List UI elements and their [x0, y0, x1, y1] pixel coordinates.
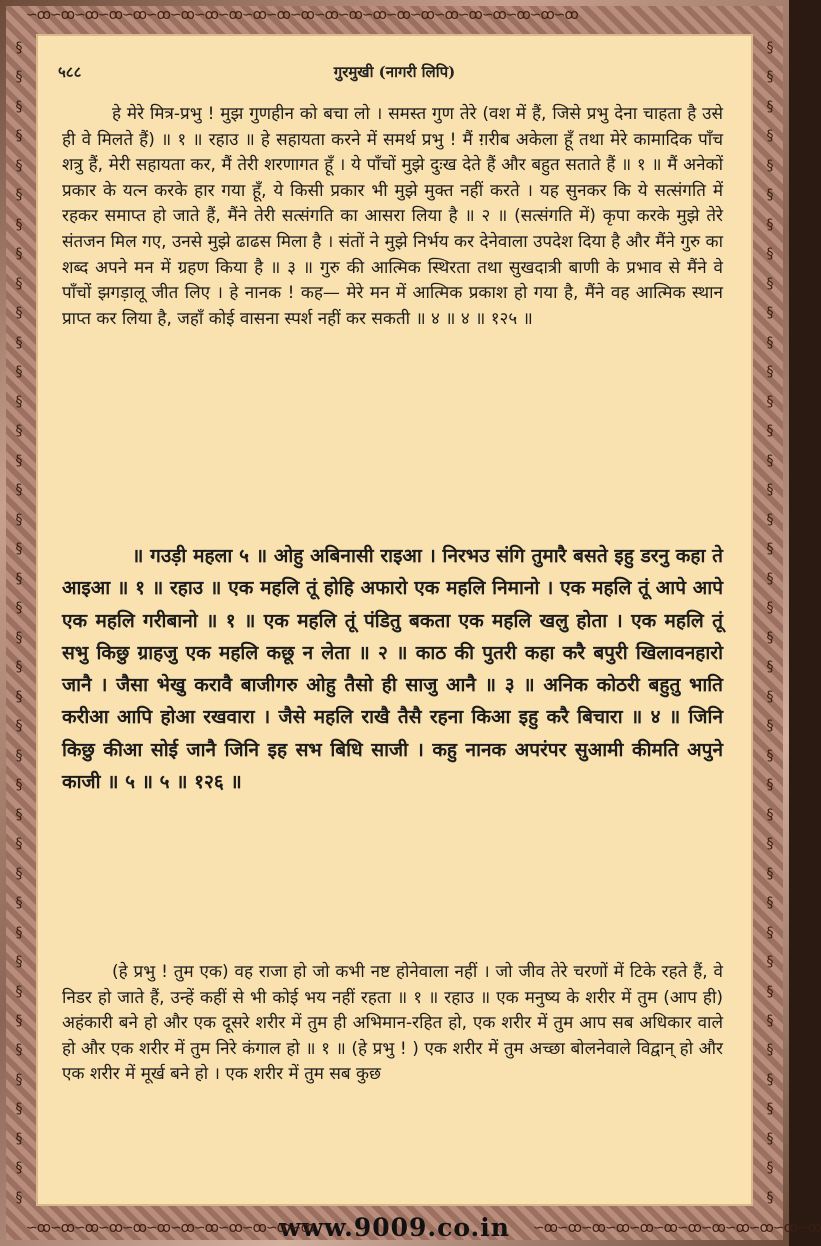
left-ornament-glyph: § — [15, 482, 23, 499]
left-ornament-glyph: § — [15, 954, 23, 971]
left-ornament-glyph: § — [15, 806, 23, 823]
left-ornament-glyph: § — [15, 364, 23, 381]
running-title: गुरमुखी (नागरी लिपि) — [333, 63, 456, 81]
right-ornament-glyph: § — [766, 747, 774, 764]
left-ornament-glyph: § — [15, 600, 23, 617]
right-ornament-glyph: § — [766, 983, 774, 1000]
footer-ornament-right: ∽ꝏ∽ꝏ∽ꝏ∽ꝏ∽ꝏ∽ꝏ∽ꝏ∽ꝏ∽ꝏ∽ꝏ∽ꝏ∽ꝏ — [533, 1220, 821, 1236]
left-ornament-glyph: § — [15, 718, 23, 735]
right-ornament-glyph: § — [766, 659, 774, 676]
left-ornament-glyph: § — [15, 40, 23, 56]
page-number: ५८८ — [58, 63, 82, 81]
right-ornament-glyph: § — [766, 1189, 774, 1206]
right-ornament-glyph: § — [766, 482, 774, 499]
right-ornament-glyph: § — [766, 1042, 774, 1059]
right-ornament-glyph: § — [766, 128, 774, 145]
right-ornament-glyph: § — [766, 246, 774, 263]
right-ornament-glyph: § — [766, 334, 774, 351]
left-ornament-glyph: § — [15, 570, 23, 587]
right-ornament-glyph: § — [766, 511, 774, 528]
right-ornament-glyph: § — [766, 836, 774, 853]
left-ornament-glyph: § — [15, 1042, 23, 1059]
right-ornament-glyph: § — [766, 157, 774, 174]
left-ornament-glyph: § — [15, 157, 23, 174]
left-ornament-glyph: § — [15, 452, 23, 469]
translation-paragraph-1 — [62, 102, 723, 332]
right-ornament-glyph: § — [766, 1012, 774, 1029]
left-ornament-glyph: § — [15, 246, 23, 263]
book-page — [36, 34, 753, 1206]
right-ornament-glyph: § — [766, 806, 774, 823]
right-ornament-glyph: § — [766, 895, 774, 912]
left-ornament-glyph: § — [15, 187, 23, 204]
right-ornament-glyph: § — [766, 305, 774, 322]
right-ornament-glyph: § — [766, 1071, 774, 1088]
left-ornament-glyph: § — [15, 629, 23, 646]
right-ornament-glyph: § — [766, 423, 774, 440]
left-ornament-glyph: § — [15, 1160, 23, 1177]
left-ornament-glyph: § — [15, 275, 23, 292]
right-ornament-glyph: § — [766, 1101, 774, 1118]
left-ornament-glyph: § — [15, 1189, 23, 1206]
translation-paragraph-2 — [62, 960, 723, 1088]
left-ornament-glyph: § — [15, 423, 23, 440]
right-ornament-glyph: § — [766, 865, 774, 882]
right-ornament-glyph: § — [766, 1130, 774, 1147]
right-ornament-glyph: § — [766, 393, 774, 410]
footer-ornament-left: ∽ꝏ∽ꝏ∽ꝏ∽ꝏ∽ꝏ∽ꝏ∽ꝏ∽ꝏ∽ꝏ∽ꝏ∽ꝏ∽ꝏ — [26, 1220, 314, 1236]
right-ornament-glyph: § — [766, 187, 774, 204]
right-ornament-glyph: § — [766, 777, 774, 794]
translation-text-1: हे मेरे मित्र-प्रभु ! मुझ गुणहीन को बचा लो । समस्त गुण तेरे (वश में हैं, जिसे प्रभु देना चाहता है उसे ही वे मिलते हैं) ॥ १ ॥ रहाउ ॥ हे सहायता करने में समर्थ प्रभु ! मैं ग़रीब अकेला हूँ तथा मेरे कामादिक पाँच शत्रु हैं, मेरी सहायता कर, मैं तेरी शरणागत हूँ । ये पाँचों मुझे दुःख देते हैं और बहुत सताते हैं ॥ १ ॥ मैं अनेकों प्रकार के यत्न करके हार गया हूँ, ये किसी प्रकार भी मुझे मुक्त नहीं करते । यह सुनकर कि ये सत्संगति में रहकर समाप्त हो जाते हैं, मैंने तेरी सत्संगति का आसरा लिया है ॥ २ ॥ (सत्संगति में) कृपा करके मुझे तेरे संतजन मिल गए, उनसे मुझे ढाढस मिला है । संतों ने मुझे निर्भय कर देनेवाला उपदेश दिया है और मैंने गुरु का शब्द अपने मन में ग्रहण किया है ॥ ३ ॥ गुरु की आत्मिक स्थिरता तथा सुखदात्री बाणी के प्रभाव से मैंने वे पाँचों झगड़ालू जीत लिए । हे नानक ! कह— मेरे मन में आत्मिक प्रकाश हो गया है, मैंने वह आत्मिक स्थान प्राप्त कर लिया है, जहाँ कोई वासना स्पर्श नहीं कर सकती ॥ ४ ॥ ४ ॥ १२५ ॥ — [62, 104, 723, 329]
left-ornament-glyph: § — [15, 334, 23, 351]
right-ornament-glyph: § — [766, 364, 774, 381]
left-ornament-glyph: § — [15, 1101, 23, 1118]
right-ornament-glyph: § — [766, 69, 774, 86]
top-scroll-ornament — [26, 4, 763, 26]
left-ornament-glyph: § — [15, 1012, 23, 1029]
left-ornament-glyph: § — [15, 777, 23, 794]
left-ornament-glyph: § — [15, 69, 23, 86]
left-ornament-glyph: § — [15, 865, 23, 882]
right-ornament-glyph: § — [766, 718, 774, 735]
right-ornament-glyph: § — [766, 1160, 774, 1177]
left-ornament-glyph: § — [15, 393, 23, 410]
right-ornament-glyph: § — [766, 600, 774, 617]
right-ornament-glyph: § — [766, 216, 774, 233]
left-ornament-glyph: § — [15, 924, 23, 941]
right-scroll-ornament — [759, 40, 781, 1206]
site-url-link[interactable]: www.9009.co.in — [279, 1212, 510, 1242]
scripture-verse — [62, 540, 723, 798]
left-ornament-glyph: § — [15, 216, 23, 233]
left-ornament-glyph: § — [15, 541, 23, 558]
right-ornament-glyph: § — [766, 40, 774, 56]
right-ornament-glyph: § — [766, 452, 774, 469]
left-ornament-glyph: § — [15, 305, 23, 322]
left-ornament-glyph: § — [15, 983, 23, 1000]
left-ornament-glyph: § — [15, 659, 23, 676]
right-ornament-glyph: § — [766, 275, 774, 292]
left-ornament-glyph: § — [15, 688, 23, 705]
right-ornament-glyph: § — [766, 98, 774, 115]
page-header — [58, 62, 731, 84]
left-ornament-glyph: § — [15, 836, 23, 853]
left-ornament-glyph: § — [15, 511, 23, 528]
right-ornament-glyph: § — [766, 688, 774, 705]
left-scroll-ornament — [8, 40, 30, 1206]
verse-text: ॥ गउड़ी महला ५ ॥ ओहु अबिनासी राइआ । निरभउ संगि तुमारै बसते इहु डरनु कहा ते आइआ ॥ १ ॥ रहाउ ॥ एक महलि तूं होहि अफारो एक महलि निमानो । एक महलि तूं आपे आपे एक महलि गरीबानो ॥ १ ॥ एक महलि तूं पंडितु बकता एक महलि खलु होता । एक महलि तूं सभु किछु ग्राहजु एक महलि कछू न लेता ॥ २ ॥ काठ की पुतरी कहा करै बपुरी खिलावनहारो जानै । जैसा भेखु करावै बाजीगरु ओहु तैसो ही साजु आनै ॥ ३ ॥ अनिक कोठरी बहुतु भाति करीआ आपि होआ रखवारा । जैसे महलि राखै तैसै रहना किआ इहु करै बिचारा ॥ ४ ॥ जिनि किछु कीआ सोई जानै जिनि इह सभ बिधि साजी । कहु नानक अपरंपर सुआमी कीमति अपुने काजी ॥ ५ ॥ ५ ॥ १२६ ॥ — [62, 545, 723, 794]
right-ornament-glyph: § — [766, 924, 774, 941]
left-ornament-glyph: § — [15, 895, 23, 912]
right-ornament-glyph: § — [766, 954, 774, 971]
top-ornament-text: ∽ꝏ∽ꝏ∽ꝏ∽ꝏ∽ꝏ∽ꝏ∽ꝏ∽ꝏ∽ꝏ∽ꝏ∽ꝏ∽ꝏ∽ꝏ∽ꝏ∽ꝏ∽ꝏ∽ꝏ∽ꝏ∽ꝏ∽ꝏ∽ꝏ∽ꝏ∽ꝏ — [26, 7, 578, 23]
left-ornament-glyph: § — [15, 128, 23, 145]
left-ornament-glyph: § — [15, 1071, 23, 1088]
right-ornament-glyph: § — [766, 541, 774, 558]
translation-text-2: (हे प्रभु ! तुम एक) वह राजा हो जो कभी नष्ट होनेवाला नहीं । जो जीव तेरे चरणों में टिके रहते हैं, वे निडर हो जाते हैं, उन्हें कहीं से भी कोई भय नहीं रहता ॥ १ ॥ रहाउ ॥ एक मनुष्य के शरीर में तुम (आप ही) अहंकारी बने हो और एक दूसरे शरीर में तुम ही अभिमान-रहित हो, एक शरीर में तुम आप सब अधिकार वाले हो और एक शरीर में तुम निरे कंगाल हो ॥ १ ॥ (हे प्रभु ! ) एक शरीर में तुम अच्छा बोलनेवाले विद्वान् हो और एक शरीर में मूर्ख बने हो । एक शरीर में तुम सब कुछ — [62, 962, 723, 1085]
left-ornament-glyph: § — [15, 747, 23, 764]
right-ornament-glyph: § — [766, 629, 774, 646]
left-ornament-glyph: § — [15, 1130, 23, 1147]
left-ornament-glyph: § — [15, 98, 23, 115]
right-ornament-glyph: § — [766, 570, 774, 587]
page-footer — [0, 1212, 821, 1242]
